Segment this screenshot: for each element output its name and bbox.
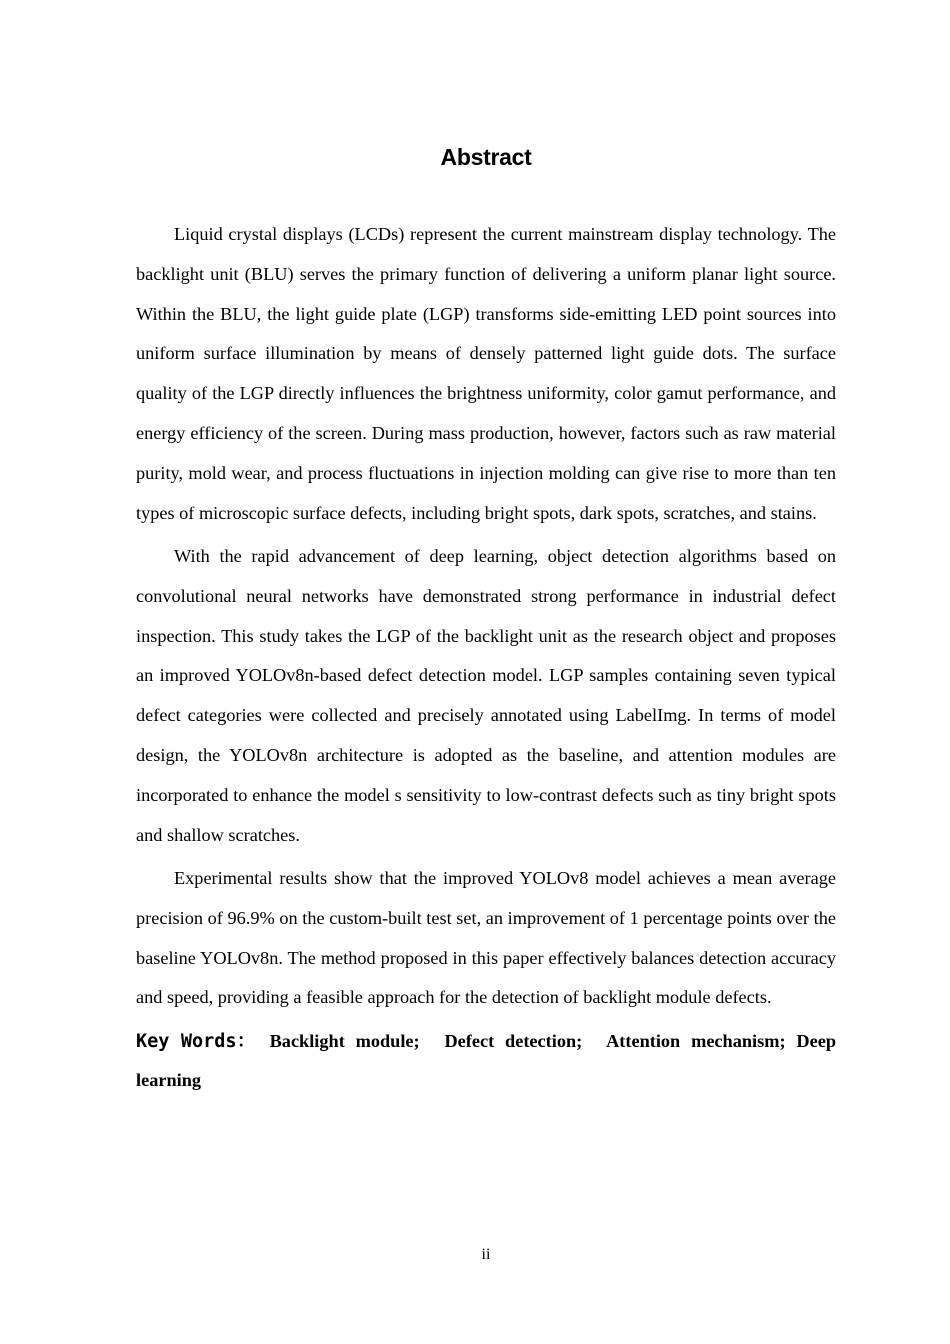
keyword-item: Deep learning [136, 1030, 836, 1090]
page-number: ii [481, 1246, 491, 1263]
abstract-paragraph-3: Experimental results show that the improved YOLOv8 model achieves a mean average precision of 96.9% on the custom-built test set, an improvement of 1 percentage points over the baseline YOLOv8n. The method proposed in this paper effectively balances detection accuracy and speed, providing a feasible approach for the detection of backlight module defects. [136, 867, 836, 1008]
abstract-body [136, 215, 836, 1099]
abstract-paragraph-1: Liquid crystal displays (LCDs) represent the current mainstream display technology. The backlight unit (BLU) serves the primary function of delivering a uniform planar light source. Within the BLU, the light guide plate (LGP) transforms side-emitting LED point sources into uniform surface illumination by means of densely patterned light guide dots. The surface quality of the LGP directly influences the brightness uniformity, color gamut performance, and energy efficiency of the screen. During mass production, however, factors such as raw material purity, mold wear, and process fluctuations in injection molding can give rise to more than ten types of microscopic surface defects, including bright spots, dark spots, scratches, and stains. [136, 224, 836, 523]
abstract-paragraph-2: With the rapid advancement of deep learning, object detection algorithms based on convolutional neural networks have demonstrated strong performance in industrial defect inspection. This study takes the LGP of the backlight unit as the research object and proposes an improved YOLOv8n-based defect detection model. LGP samples containing seven typical defect categories were collected and precisely annotated using LabelImg. In terms of model design, the YOLOv8n architecture is adopted as the baseline, and attention modules are incorporated to enhance the model s sensitivity to low-contrast defects such as tiny bright spots and shallow scratches. [136, 545, 836, 845]
page-title: Abstract [440, 144, 532, 170]
keyword-item: Backlight module; [269, 1030, 420, 1051]
keyword-item: Attention mechanism; [606, 1030, 786, 1051]
keyword-item: Defect detection; [444, 1030, 583, 1051]
keywords-label: Key Words： [136, 1030, 256, 1052]
keywords-block [136, 1022, 836, 1099]
